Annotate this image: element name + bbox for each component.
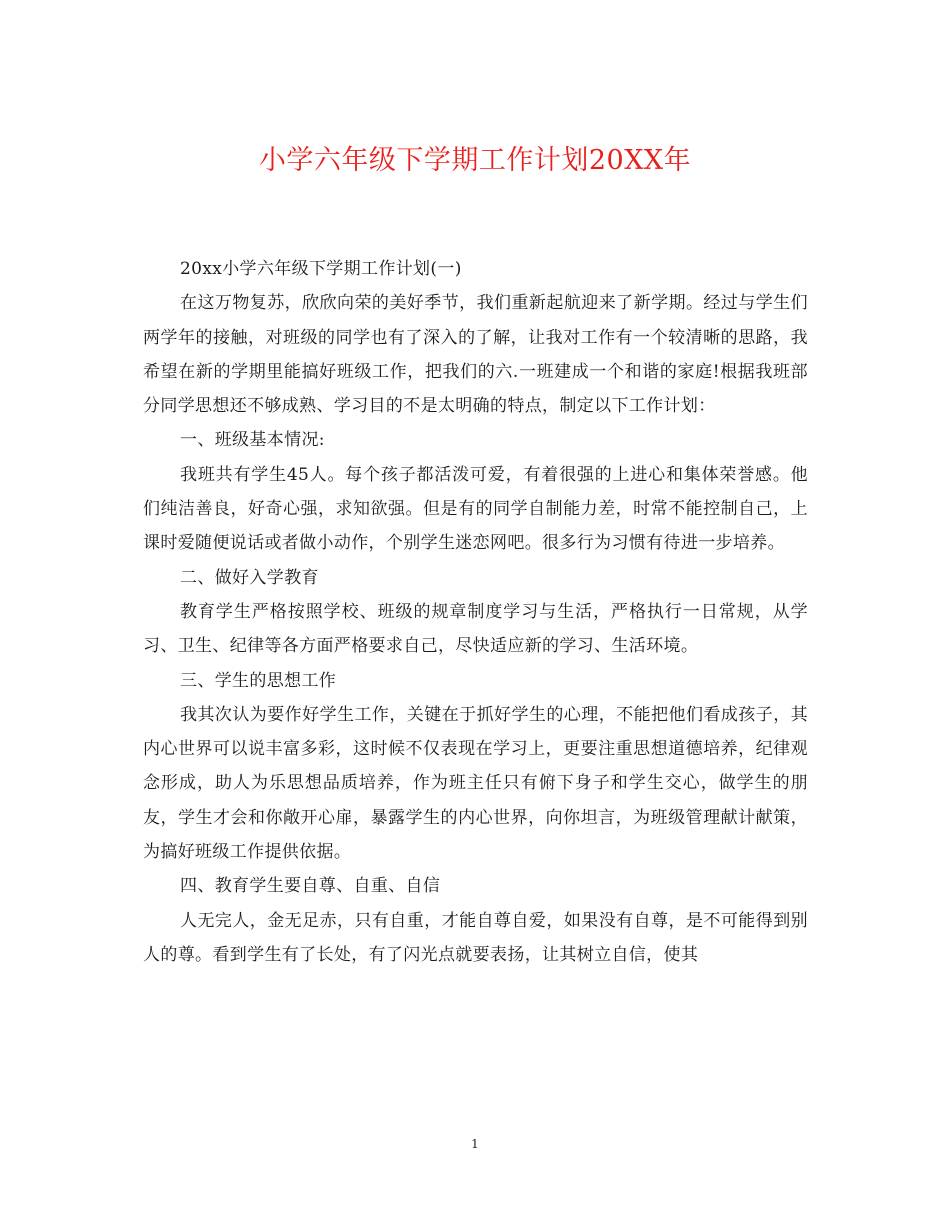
paragraph-class-situation: 我班共有学生45人。每个孩子都活泼可爱，有着很强的上进心和集体荣誉感。他们纯洁善良，好奇心强，求知欲强。但是有的同学自制能力差，时常不能控制自己，上课时爱随便说话或者做小动作，个别学生迷恋网吧。很多行为习惯有待进一步培养。 [143,464,808,554]
document-title: 小学六年级下学期工作计划20XX年 [258,145,692,176]
paragraph-introduction: 在这万物复苏，欣欣向荣的美好季节，我们重新起航迎来了新学期。经过与学生们两学年的接触，对班级的同学也有了深入的了解，让我对工作有一个较清晰的思路，我希望在新的学期里能搞好班级工作，把我们的六.一班建成一个和谐的家庭!根据我班部分同学思想还不够成熟、学习目的不是太明确的特点，制定以下工作计划： [143,293,808,417]
paragraph-enrollment-education: 教育学生严格按照学校、班级的规章制度学习与生活，严格执行一日常规，从学习、卫生、纪律等各方面严格要求自己，尽快适应新的学习、生活环境。 [143,601,808,657]
document-body [143,252,808,972]
page-number: 1 [471,1137,479,1151]
paragraph-ideological-work: 我其次认为要作好学生工作，关键在于抓好学生的心理，不能把他们看成孩子，其内心世界可以说丰富多彩，这时候不仅表现在学习上，更要注重思想道德培养，纪律观念形成，助人为乐思想品质培养，作为班主任只有俯下身子和学生交心，做学生的朋友，学生才会和你敞开心扉，暴露学生的内心世界，向你坦言，为班级管理献计献策，为搞好班级工作提供依据。 [143,704,808,863]
section-heading-ideological-work: 三、学生的思想工作 [180,670,337,691]
paragraph-plan-heading: 20xx小学六年级下学期工作计划(一) [180,259,462,279]
paragraph-self-respect: 人无完人，金无足赤，只有自重，才能自尊自爱，如果没有自尊，是不可能得到别人的尊。看到学生有了长处，有了闪光点就要表扬，让其树立自信，使其 [143,910,808,965]
section-heading-self-respect: 四、教育学生要自尊、自重、自信 [180,876,441,897]
section-heading-class-situation: 一、班级基本情况: [180,430,325,451]
section-heading-enrollment-education: 二、做好入学教育 [180,567,319,588]
